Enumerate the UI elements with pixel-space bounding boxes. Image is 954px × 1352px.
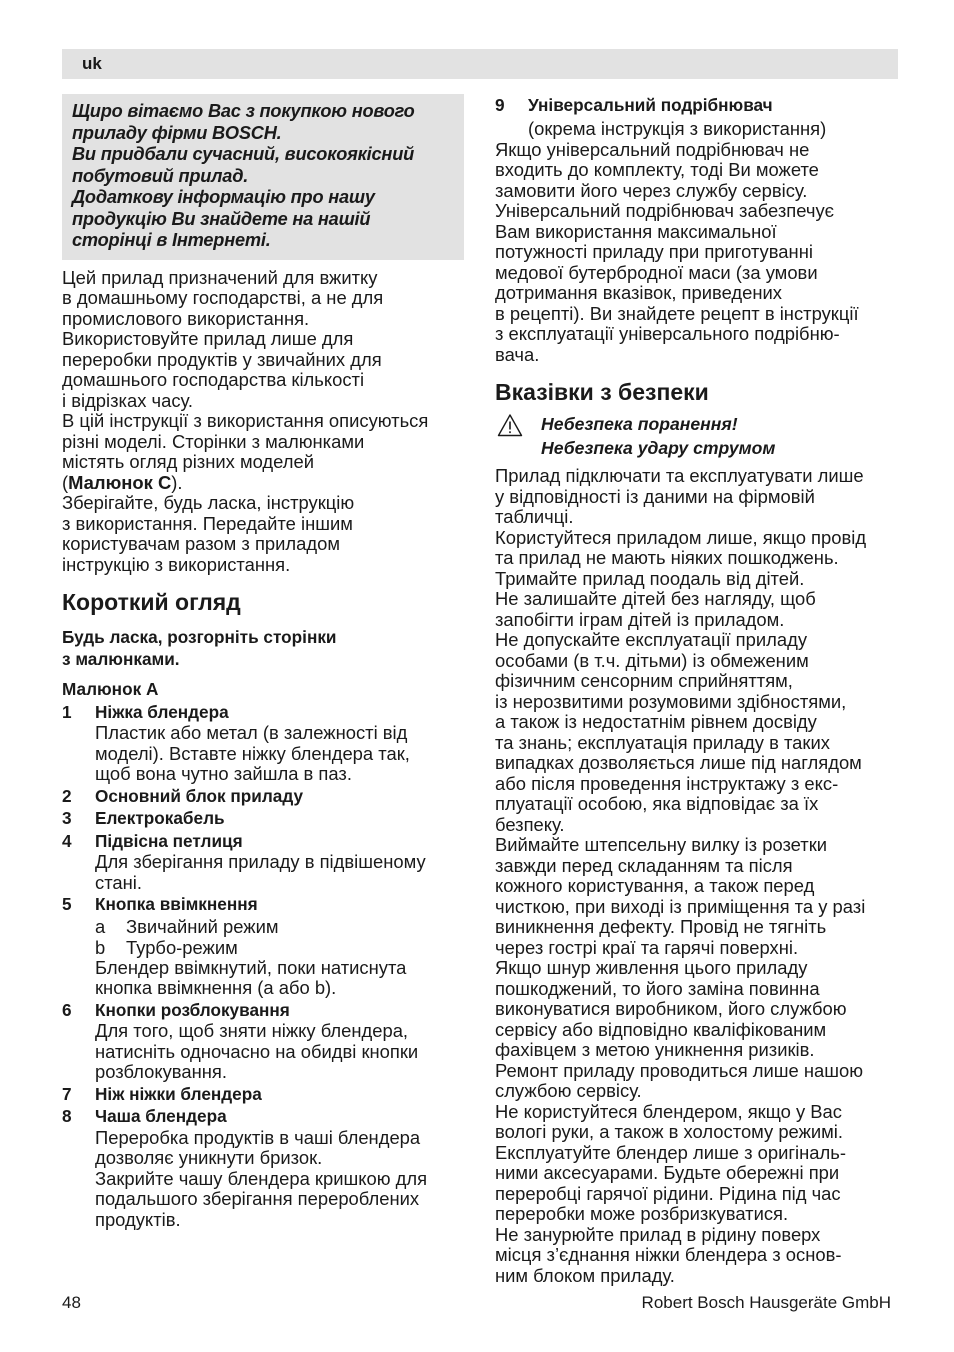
text-line: дотримання вказівок, приведених — [495, 282, 782, 303]
text-line: Не допускайте експлуатації приладу — [495, 629, 808, 650]
intro-line: Щиро вітаємо Вас з покупкою нового — [72, 101, 415, 121]
text-line: промислового використання. — [62, 307, 310, 329]
text-line: завжди перед складанням та після — [495, 854, 793, 876]
text-line: в рецепті). Ви знайдете рецепт в інструкції — [495, 302, 859, 324]
text-line: стані. — [95, 871, 142, 893]
safety-paragraph — [495, 466, 898, 1286]
item-number: 5 — [62, 894, 72, 914]
list-item — [495, 94, 898, 140]
text-line: місця з’єднання ніжки блендера з основ- — [495, 1244, 842, 1265]
list-item — [62, 999, 464, 1083]
text-line: Виймайте штепсельну вилку із розетки — [495, 834, 828, 855]
list-item — [62, 785, 464, 808]
intro-line: сторінці в Інтернеті. — [72, 230, 271, 250]
item-number: 9 — [495, 95, 505, 115]
sub-item-text: Звичайний режим — [126, 915, 279, 937]
item-title: Кнопки розблокування — [95, 999, 290, 1020]
safety-heading: Вказівки з безпеки — [495, 379, 709, 405]
text-line: чисткою, при виході із приміщення та у разі — [495, 895, 866, 917]
text-line: замовити його через службу сервісу. — [495, 179, 808, 201]
text-line: переробки продуктів у звичайних для — [62, 348, 382, 370]
text-line: моделі). Вставте ніжку блендера так, — [95, 742, 410, 764]
text-line: з експлуатації універсального подрібню- — [495, 323, 840, 344]
text-line: розблокування. — [95, 1061, 227, 1082]
text-line: Використовуйте прилад лише для — [62, 328, 354, 349]
paren-close: ). — [171, 471, 183, 493]
item-title: Підвісна петлиця — [95, 830, 243, 851]
intro-line: побутовий прилад. — [72, 165, 249, 186]
sub-item-letter: a — [95, 915, 106, 937]
sub-item — [95, 916, 464, 937]
item-number: 6 — [62, 999, 72, 1020]
text-line: і відрізках часу. — [62, 389, 193, 411]
text-line: особами (в т.ч. дітьми) із обмеженим — [495, 649, 809, 671]
text-line: виникнення дефекту. Провід не тягніть — [495, 916, 827, 937]
list-item — [62, 807, 464, 830]
text-line: Пластик або метал (в залежності від — [95, 722, 408, 743]
figure-c-reference: Малюнок C — [68, 471, 172, 493]
paren-open: ( — [62, 471, 69, 493]
text-line: різні моделі. Сторінки з малюнками — [62, 430, 365, 452]
warning-line: Небезпека поранення! — [541, 414, 738, 434]
text-line: Закрийте чашу блендера кришкою для — [95, 1167, 428, 1189]
grinder-paragraph — [495, 140, 898, 366]
text-line: продуктів. — [95, 1208, 181, 1230]
text-line: Вам використання максимальної — [495, 220, 777, 242]
text-line: медової бутербродної маси (за умови — [495, 261, 818, 283]
item-subtitle: (окрема інструкція з використання) — [528, 117, 827, 139]
text-line: табличці. — [495, 506, 574, 527]
text-line: Цей прилад призначений для вжитку — [62, 266, 378, 288]
text-line: Будь ласка, розгорніть сторінки — [62, 627, 337, 647]
text-line: домашнього господарства кількості — [62, 369, 365, 390]
overview-heading: Короткий огляд — [62, 589, 241, 615]
text-line: із нерозвитими розумовими здібностями, — [495, 690, 847, 712]
text-line: запобігти іграм дітей із приладом. — [495, 608, 785, 630]
text-line: в домашньому господарстві, а не для — [62, 287, 384, 308]
list-item — [62, 1105, 464, 1230]
text-line: щоб вона чутно зайшла в паз. — [95, 763, 352, 784]
text-line: потужності приладу при приготуванні — [495, 241, 813, 262]
text-line: Користуйтеся приладом лише, якщо провід — [495, 526, 867, 548]
text-line: Зберігайте, будь ласка, інструкцію — [62, 492, 355, 513]
text-line: плуатації особою, яка відповідає за їх — [495, 793, 819, 814]
text-line: кожного користування, а також перед — [495, 875, 815, 896]
item-number: 3 — [62, 808, 72, 828]
intro-box — [62, 94, 464, 260]
item-title: Ніжка блендера — [95, 701, 229, 722]
item-title: Основний блок приладу — [95, 785, 304, 806]
text-line: Універсальний подрібнювач забезпечує — [495, 200, 835, 221]
warning-line: Небезпека удару струмом — [541, 437, 776, 458]
text-line: безпеку. — [495, 813, 565, 835]
text-line: натисніть одночасно на обидві кнопки — [95, 1040, 419, 1062]
list-item — [62, 701, 464, 785]
text-line: містять огляд різних моделей — [62, 451, 315, 472]
sub-item-letter: b — [95, 936, 106, 958]
left-column — [62, 94, 464, 1230]
item-title: Чаша блендера — [95, 1106, 227, 1126]
sub-item — [95, 937, 464, 958]
item-number: 7 — [62, 1083, 72, 1104]
text-line: вологі руки, а також в холостому режимі. — [495, 1121, 843, 1142]
intro-line: продукцію Ви знайдете на нашій — [72, 208, 371, 229]
text-line: Для того, щоб зняти ніжку блендера, — [95, 1020, 409, 1041]
text-line: у відповідності із даними на фірмовій — [495, 485, 815, 507]
text-line: з малюнками. — [62, 648, 180, 669]
text-line: Не залишайте дітей без нагляду, щоб — [495, 588, 816, 609]
text-line: ним блоком приладу. — [495, 1264, 675, 1286]
figure-a-label: Малюнок A — [62, 679, 159, 699]
text-line: випадках дозволяється лише під наглядом — [495, 752, 862, 773]
text-line: Ремонт приладу проводиться лише нашою — [495, 1059, 864, 1081]
list-item — [62, 893, 464, 999]
figure-reference-line — [62, 473, 464, 494]
intro-line: Додаткову інформацію про нашу — [72, 187, 375, 207]
text-line: користувачам разом з приладом — [62, 533, 340, 554]
unfold-instruction — [62, 627, 464, 670]
text-line: Якщо шнур живлення цього приладу — [495, 957, 808, 978]
text-line: переробки може розбризкуватися. — [495, 1203, 789, 1224]
company-name: Robert Bosch Hausgeräte GmbH — [641, 1293, 891, 1312]
item-number: 2 — [62, 785, 72, 806]
item-title: Електрокабель — [95, 808, 225, 828]
item-title: Універсальний подрібнювач — [528, 95, 773, 115]
text-line: В цій інструкції з використання описуються — [62, 410, 429, 431]
text-line: пошкоджений, то його заміна повинна — [495, 977, 820, 999]
text-line: Для зберігання приладу в підвішеному — [95, 851, 426, 872]
text-line: входить до комплекту, тоді Ви можете — [495, 159, 819, 180]
text-line: сервісу або відповідно кваліфікованим — [495, 1018, 827, 1040]
text-line: подальшого зберігання перероблених — [95, 1188, 420, 1209]
list-item — [62, 1083, 464, 1106]
usage-paragraph — [62, 268, 464, 576]
item-number: 4 — [62, 830, 72, 851]
item-description — [95, 852, 464, 893]
text-line: Не занурюйте прилад в рідину поверх — [495, 1223, 821, 1245]
item-title: Кнопка ввімкнення — [95, 894, 258, 914]
text-line: фізичним сенсорним сприйняттям, — [495, 670, 793, 691]
text-line: службою сервісу. — [495, 1080, 642, 1101]
warning-block — [495, 413, 898, 460]
text-line: кнопка ввімкнення (a або b). — [95, 977, 337, 998]
text-line: Блендер ввімкнутий, поки натиснута — [95, 956, 407, 978]
text-line: з використання. Передайте іншим — [62, 512, 353, 534]
text-line: дозволяє уникнути бризок. — [95, 1147, 323, 1168]
text-line: Тримайте прилад поодаль від дітей. — [495, 567, 805, 589]
item-number: 1 — [62, 701, 72, 722]
intro-line: приладу фірми BOSCH. — [72, 122, 282, 143]
item-title: Ніж ніжки блендера — [95, 1083, 262, 1104]
text-line: або після проведення інструктажу з екс- — [495, 772, 839, 794]
item-description — [95, 1021, 464, 1083]
text-line: ними аксесуарами. Будьте обережні при — [495, 1162, 840, 1183]
text-line: фахівцем з метою уникнення ризиків. — [495, 1039, 815, 1060]
text-line: та знань; експлуатація приладу в таких — [495, 731, 830, 753]
list-item — [62, 830, 464, 894]
right-column — [495, 94, 898, 1286]
text-line: а також із недостатнім рівнем досвіду — [495, 711, 817, 732]
warning-triangle-icon — [497, 413, 523, 437]
text-line: інструкцію з використання. — [62, 553, 291, 575]
item-number: 8 — [62, 1106, 72, 1126]
intro-line: Ви придбали сучасний, високоякісний — [72, 144, 415, 164]
text-line: через гострі краї та гарячі поверхні. — [495, 936, 799, 958]
text-line: переробці гарячої рідини. Рідина під час — [495, 1182, 841, 1204]
text-line: вача. — [495, 343, 540, 365]
item-description — [95, 1128, 464, 1231]
item-description — [95, 958, 464, 999]
text-line: Переробка продуктів в чаші блендера — [95, 1126, 421, 1148]
text-line: Експлуатуйте блендер лише з оригіналь- — [495, 1141, 846, 1163]
language-code: uk — [82, 54, 102, 73]
text-line: та прилад не мають ніяких пошкоджень. — [495, 547, 839, 568]
page-number: 48 — [62, 1293, 81, 1312]
text-line: виконуватися виробником, його службою — [495, 998, 847, 1019]
text-line: Прилад підключати та експлуатувати лише — [495, 465, 864, 486]
item-description — [95, 723, 464, 785]
text-line: Не користуйтеся блендером, якщо у Вас — [495, 1100, 842, 1122]
sub-item-text: Турбо-режим — [126, 936, 238, 958]
text-line: Якщо універсальний подрібнювач не — [495, 138, 810, 160]
language-bar — [62, 49, 898, 79]
